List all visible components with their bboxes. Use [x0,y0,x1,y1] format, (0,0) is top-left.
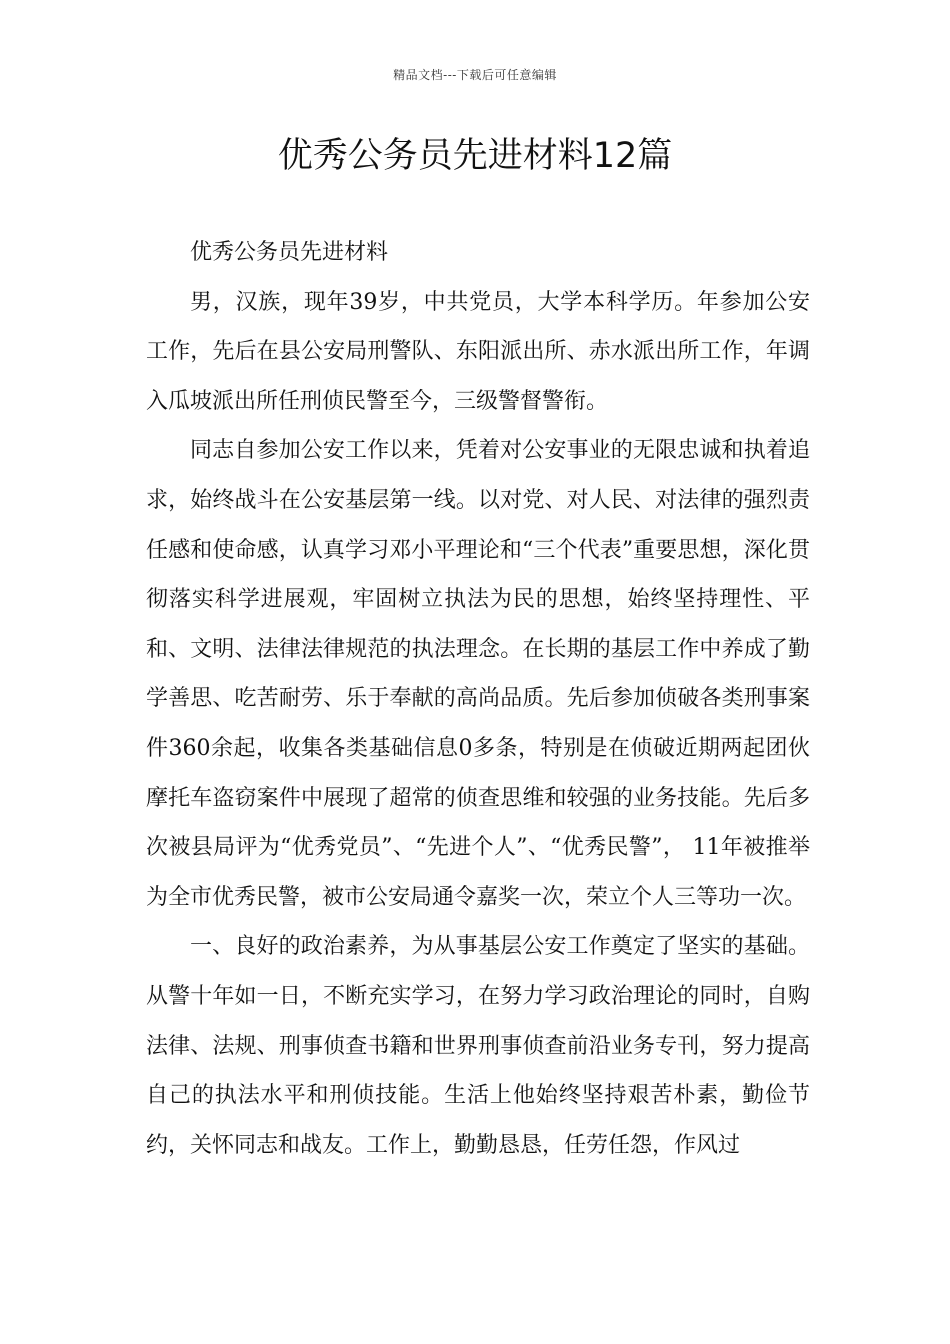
section-heading: 优秀公务员先进材料 [190,240,389,265]
document-title: 优秀公务员先进材料12篇 [277,136,673,176]
paragraph: 同志自参加公安工作以来，凭着对公安事业的无限忠诚和执着追求，始终战斗在公安基层第一线。以对党、对人民、对法律的强烈责任感和使命感，认真学习邓小平理论和“三个代表”重要思想，深化贯彻落实科学进展观，牢固树立执法为民的思想，始终坚持理性、平和、文明、法律法律规范的执法理念。在长期的基层工作中养成了勤学善思、吃苦耐劳、乐于奉献的高尚品质。先后参加侦破各类刑事案件360余起，收集各类基础信息0多条，特别是在侦破近期两起团伙摩托车盗窃案件中展现了超常的侦查思维和较强的业务技能。先后多次被县局评为“优秀党员”、“先进个人”、“优秀民警”， 11年被推举为全市优秀民警，被市公安局通令嘉奖一次，荣立个人三等功一次。 [146,438,810,910]
paragraph: 一、良好的政治素养，为从事基层公安工作奠定了坚实的基础。从警十年如一日，不断充实学习，在努力学习政治理论的同时，自购法律、法规、刑事侦查书籍和世界刑事侦查前沿业务专刊，努力提高自己的执法水平和刑侦技能。生活上他始终坚持艰苦朴素，勤俭节约，关怀同志和战友。工作上，勤勤恳恳，任劳任怨，作风过 [146,934,810,1158]
header-note: 精品文档---下载后可任意编辑 [393,68,557,82]
document-body [146,228,810,1170]
paragraph: 男，汉族，现年39岁，中共党员，大学本科学历。年参加公安工作，先后在县公安局刑警队、东阳派出所、赤水派出所工作，年调入瓜坡派出所任刑侦民警至今，三级警督警衔。 [146,289,810,414]
